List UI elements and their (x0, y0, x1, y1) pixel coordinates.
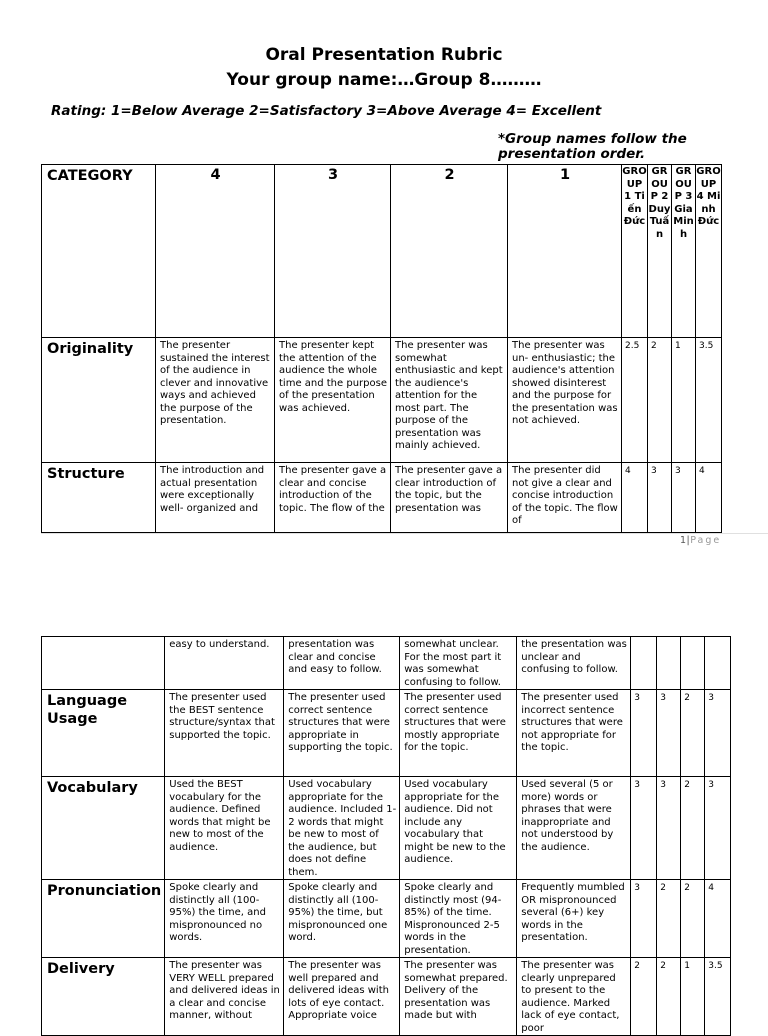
category-label (42, 637, 165, 690)
group-score-cell: 3 (657, 777, 681, 880)
group-score-cell: 3 (648, 463, 672, 533)
criterion-cell: easy to understand. (165, 637, 284, 690)
criterion-cell: The presenter used incorrect sentence structures that were not appropriate for the topic. (517, 690, 631, 777)
group-name-line: Your group name:…Group 8……… (226, 70, 542, 90)
category-label: Delivery (42, 958, 165, 1036)
group-score-cell: 2 (631, 958, 657, 1036)
group-score-cell: 3 (672, 463, 696, 533)
criterion-cell: The presenter gave a clear introduction of the topic, but the presentation was (391, 463, 508, 533)
criterion-cell: The introduction and actual presentation were exceptionally well- organized and (156, 463, 275, 533)
group-score-cell: 2 (657, 880, 681, 958)
criterion-cell: Used several (5 or more) words or phrases that were inappropriate and not understood by the audience. (517, 777, 631, 880)
criterion-cell: Spoke clearly and distinctly most (94-85%) of the time. Mispronounced 2-5 words in the presentation. (400, 880, 517, 958)
group-score-cell: 1 (681, 958, 705, 1036)
rubric-table-page-2 (41, 636, 731, 1036)
criterion-cell: The presenter was clearly unprepared to present to the audience. Marked lack of eye contact, poor (517, 958, 631, 1036)
category-label: Structure (42, 463, 156, 533)
group-score-cell: 4 (622, 463, 648, 533)
group-order-note: *Group names follow the presentation order. (498, 131, 687, 162)
criterion-cell: Frequently mumbled OR mispronounced several (6+) key words in the presentation. (517, 880, 631, 958)
criterion-cell: the presentation was unclear and confusing to follow. (517, 637, 631, 690)
criterion-cell: The presenter kept the attention of the audience the whole time and the purpose of the presentation was achieved. (275, 338, 391, 463)
page-number: 1 (680, 535, 687, 546)
group-score-cell: 4 (705, 880, 731, 958)
page-footer (680, 535, 721, 546)
category-header: CATEGORY (42, 165, 156, 338)
group-score-cell: 3.5 (705, 958, 731, 1036)
criterion-cell: The presenter used the BEST sentence structure/syntax that supported the topic. (165, 690, 284, 777)
group-col-header: GROUP 3 Gia Minh (672, 165, 696, 338)
criterion-cell: Spoke clearly and distinctly all (100-95%) the time, and mispronounced no words. (165, 880, 284, 958)
group-score-cell: 3 (631, 777, 657, 880)
criterion-cell: Spoke clearly and distinctly all (100-95%) the time, but mispronounced one word. (284, 880, 400, 958)
criterion-cell: Used the BEST vocabulary for the audience. Defined words that might be new to most of the audience. (165, 777, 284, 880)
group-score-cell: 1 (672, 338, 696, 463)
group-score-cell: 2 (681, 690, 705, 777)
group-score-cell: 3 (705, 690, 731, 777)
score-col-header: 1 (508, 165, 622, 338)
criterion-cell: The presenter was somewhat enthusiastic and kept the audience's attention for the most part. The purpose of the presentation was mainly achieved. (391, 338, 508, 463)
footer-divider (41, 533, 768, 534)
category-label: Vocabulary (42, 777, 165, 880)
criterion-cell: Used vocabulary appropriate for the audience. Did not include any vocabulary that might be new to the audience. (400, 777, 517, 880)
criterion-cell: The presenter was un- enthusiastic; the audience's attention showed disinterest and the purpose for the presentation was not achieved. (508, 338, 622, 463)
criterion-cell: The presenter was somewhat prepared. Delivery of the presentation was made but with (400, 958, 517, 1036)
group-score-cell: 3 (631, 880, 657, 958)
rubric-row (42, 880, 731, 958)
group-score-cell (657, 637, 681, 690)
criterion-cell: The presenter used correct sentence structures that were appropriate in supporting the topic. (284, 690, 400, 777)
group-col-header: GROUP 1 Tiến Đức (622, 165, 648, 338)
group-col-header: GROUP 4 Minh Đức (696, 165, 722, 338)
rating-scale: Rating: 1=Below Average 2=Satisfactory 3=Above Average 4= Excellent (51, 103, 602, 119)
page-break (0, 551, 768, 636)
criterion-cell: somewhat unclear. For the most part it was somewhat confusing to follow. (400, 637, 517, 690)
rubric-table-page-1 (41, 164, 722, 533)
criterion-cell: The presenter did not give a clear and concise introduction of the topic. The flow of (508, 463, 622, 533)
document-title: Oral Presentation Rubric (265, 45, 503, 65)
rubric-row (42, 690, 731, 777)
score-col-header: 3 (275, 165, 391, 338)
group-score-cell (705, 637, 731, 690)
category-label: Language Usage (42, 690, 165, 777)
criterion-cell: The presenter was well prepared and delivered ideas with lots of eye contact. Appropriate voice (284, 958, 400, 1036)
rubric-row (42, 338, 722, 463)
group-score-cell (631, 637, 657, 690)
group-score-cell: 3 (657, 690, 681, 777)
category-label: Originality (42, 338, 156, 463)
criterion-cell: The presenter gave a clear and concise introduction of the topic. The flow of the (275, 463, 391, 533)
group-score-cell: 4 (696, 463, 722, 533)
group-score-cell: 2 (657, 958, 681, 1036)
header-row (42, 165, 722, 338)
group-score-cell: 2 (681, 777, 705, 880)
criterion-cell: Used vocabulary appropriate for the audience. Included 1-2 words that might be new to most of the audience, but does not define them. (284, 777, 400, 880)
rubric-row (42, 777, 731, 880)
group-score-cell: 3.5 (696, 338, 722, 463)
page-label: Page (690, 535, 722, 546)
criterion-cell: presentation was clear and concise and easy to follow. (284, 637, 400, 690)
group-score-cell: 2 (648, 338, 672, 463)
score-col-header: 4 (156, 165, 275, 338)
group-col-header: GROUP 2 Duy Tuấn (648, 165, 672, 338)
page-separator: | (686, 535, 691, 546)
group-score-cell: 2 (681, 880, 705, 958)
group-score-cell: 2.5 (622, 338, 648, 463)
criterion-cell: The presenter sustained the interest of the audience in clever and innovative ways and achieved the purpose of the presentation. (156, 338, 275, 463)
score-col-header: 2 (391, 165, 508, 338)
group-score-cell: 3 (705, 777, 731, 880)
rubric-row-continued (42, 637, 731, 690)
group-score-cell (681, 637, 705, 690)
criterion-cell: The presenter was VERY WELL prepared and delivered ideas in a clear and concise manner, without (165, 958, 284, 1036)
rubric-row (42, 463, 722, 533)
criterion-cell: The presenter used correct sentence structures that were mostly appropriate for the topic. (400, 690, 517, 777)
group-score-cell: 3 (631, 690, 657, 777)
category-label: Pronunciation (42, 880, 165, 958)
